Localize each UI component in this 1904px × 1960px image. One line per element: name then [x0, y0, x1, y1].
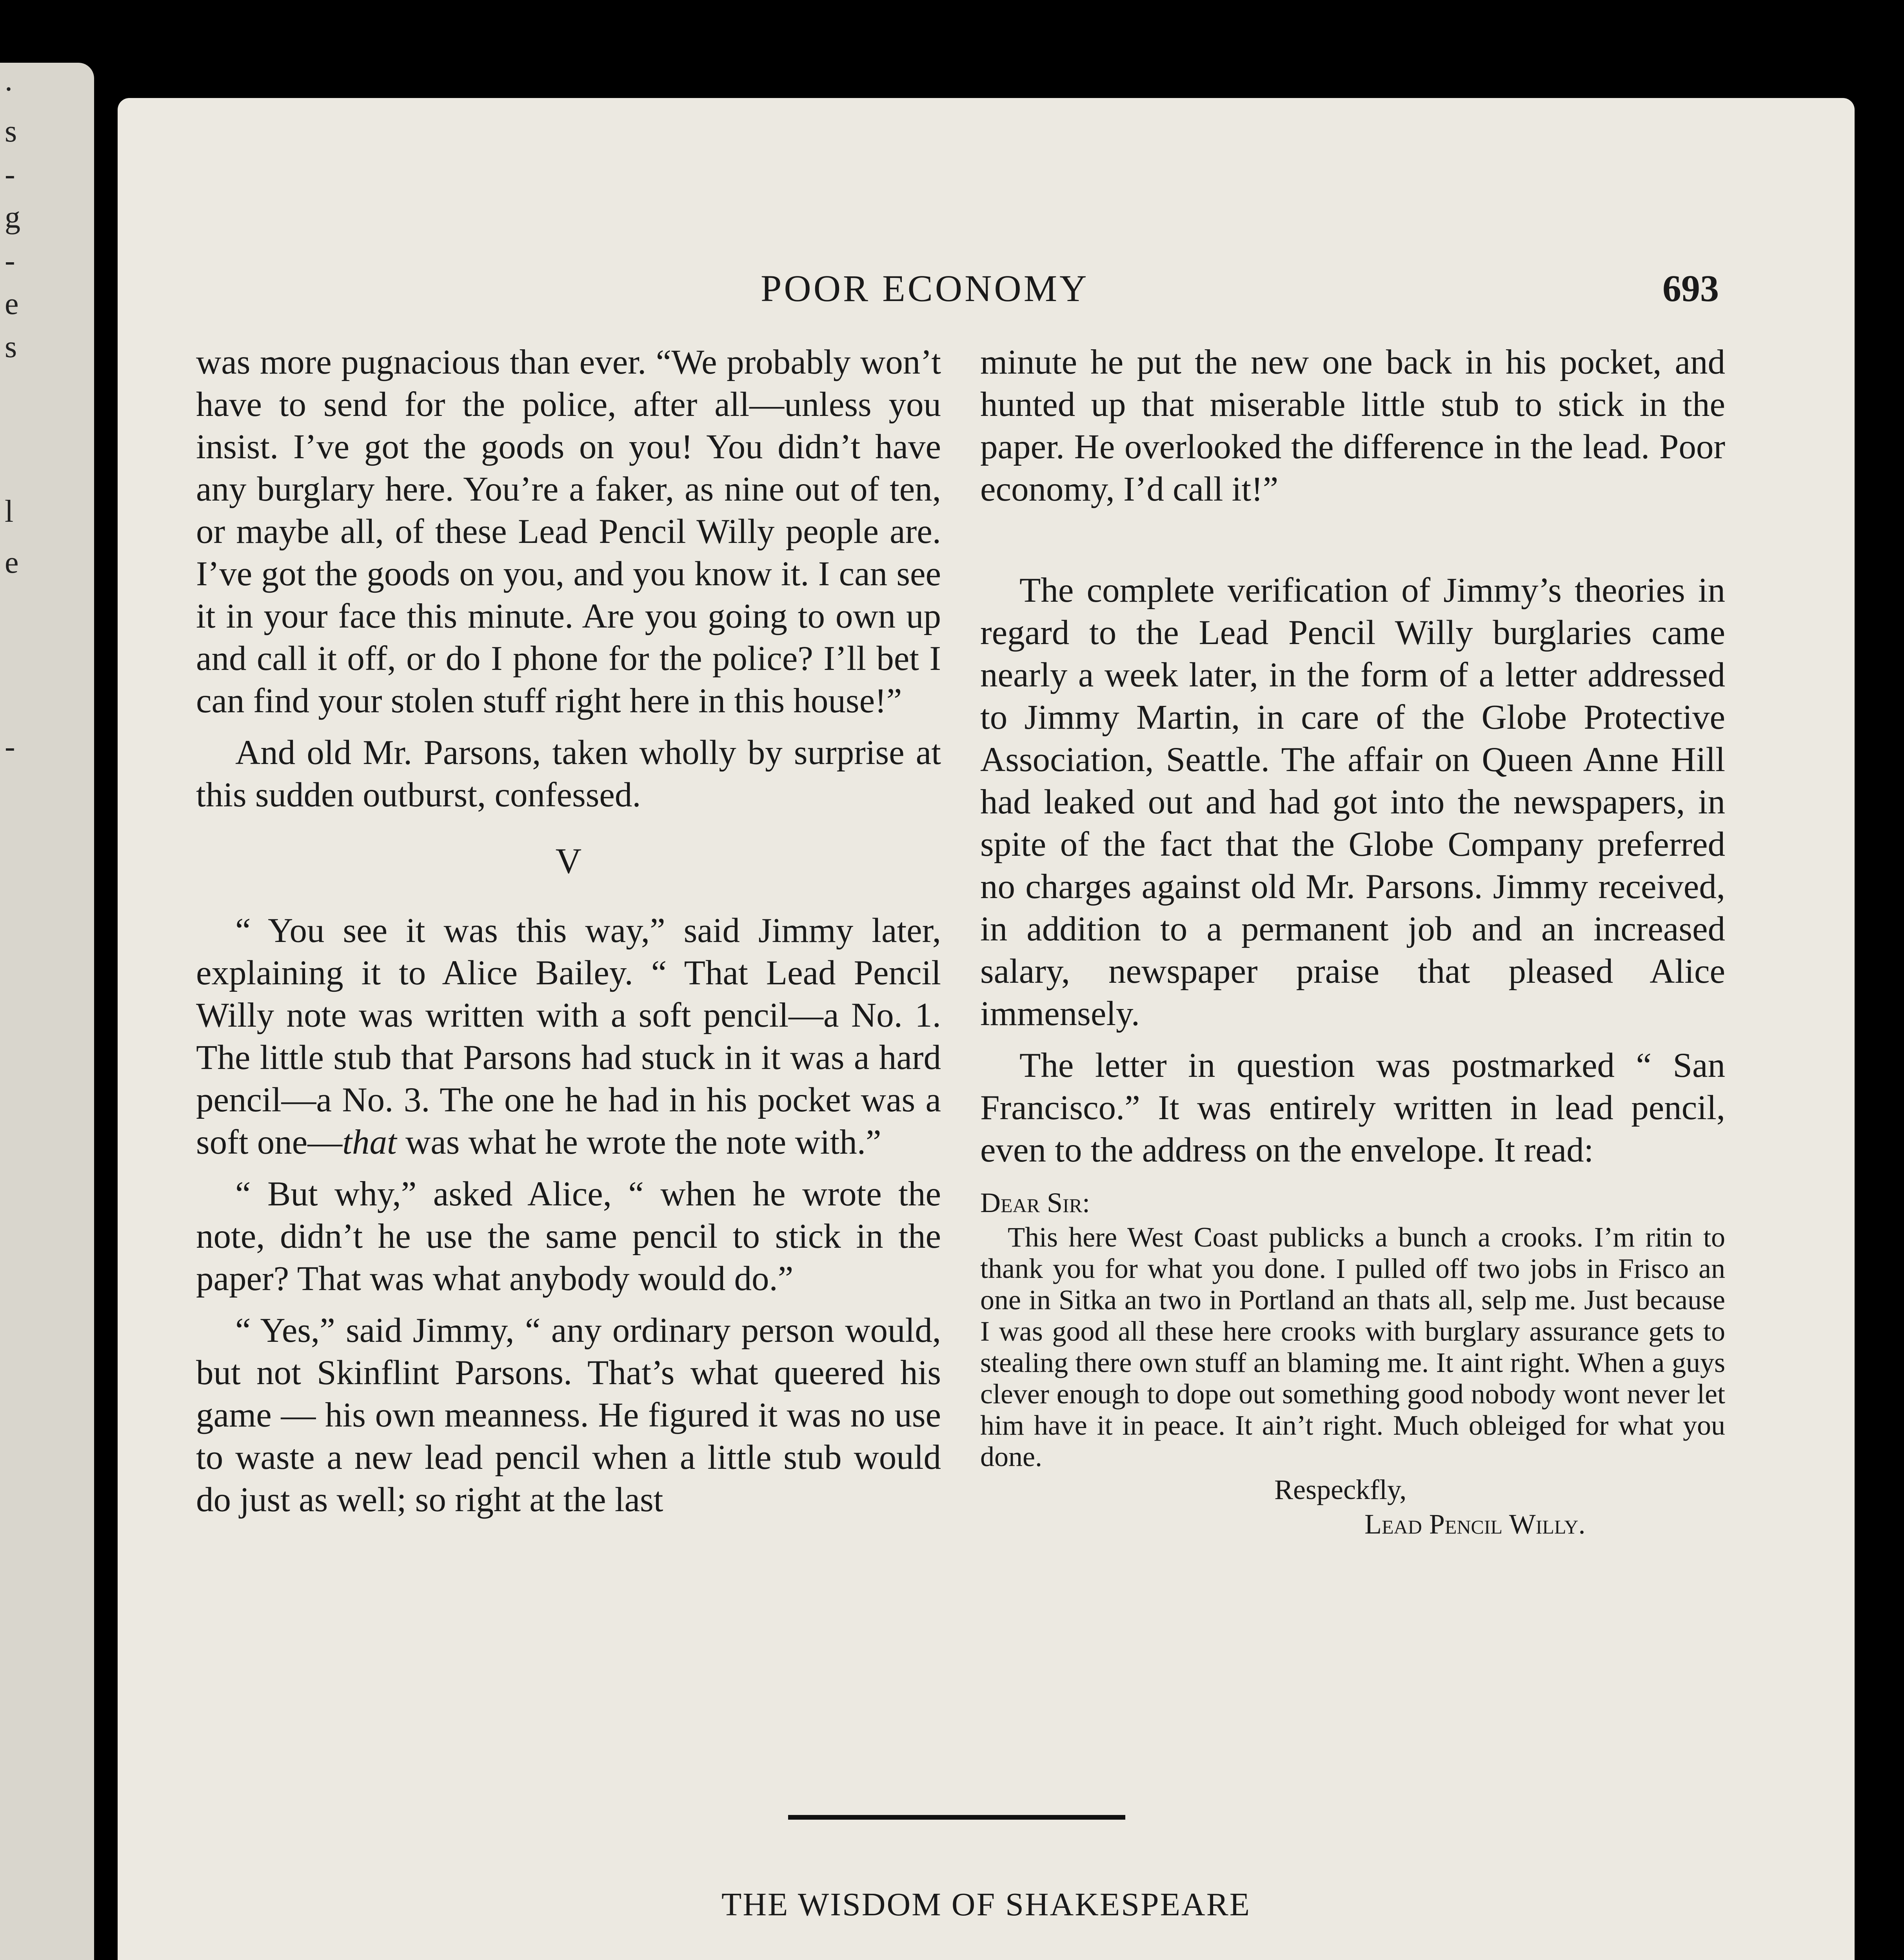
sliver-glyph: -: [5, 730, 15, 764]
left-column: [196, 341, 941, 1530]
sliver-glyph: -: [5, 157, 15, 192]
paragraph: minute he put the new one back in his pocket, and hunted up that miserable little stub to stick in the paper. He overlooked the difference in the lead. Poor economy, I’d call it!”: [980, 343, 1725, 508]
sliver-glyph: e: [5, 545, 19, 580]
paragraph: The letter in question was postmarked “ San Francisco.” It was entirely written in lead pencil, even to the address on the envelope. It read:: [980, 1046, 1725, 1169]
letter-signer: Lead Pencil Willy.: [1364, 1508, 1586, 1540]
sliver-glyph: g: [5, 200, 20, 235]
book-page: [118, 98, 1855, 1960]
sliver-glyph: -: [5, 243, 15, 278]
sliver-glyph: e: [5, 287, 19, 321]
paragraph: “ But why,” asked Alice, “ when he wrote the note, didn’t he use the same pencil to stick in the paper? That was what anybody would do.”: [196, 1175, 941, 1298]
letter-salutation: Dear Sir:: [980, 1187, 1090, 1218]
sliver-glyph: s: [5, 330, 17, 364]
sliver-glyph: .: [5, 63, 13, 98]
paragraph: The complete verification of Jimmy’s theories in regard to the Lead Pencil Willy burglaries came nearly a week later, in the form of a letter addressed to Jimmy Martin, in care of the Globe Protective Association, Seattle. The affair on Queen Anne Hill had leaked out and had got into the newspapers, in spite of the fact that the Globe Company preferred no charges against old Mr. Parsons. Jimmy received, in addition to a permanent job and an increased salary, newspaper praise that pleased Alice immensely.: [980, 571, 1725, 1033]
paragraph: “ You see it was this way,” said Jimmy later, explaining it to Alice Bailey. “ That Lead Pencil Willy note was written with a soft pencil—a No. 1. The little stub that Parsons had stuck in it was a hard pencil—a No. 3. The one he had in his pocket was a soft one—that was what he wrote the note with.”: [196, 911, 941, 1161]
paragraph: And old Mr. Parsons, taken wholly by surprise at this sudden outburst, confessed.: [196, 733, 941, 814]
emphasis: that: [342, 1123, 397, 1161]
sliver-glyph: l: [5, 494, 14, 529]
running-head: POOR ECONOMY: [761, 267, 1089, 309]
adjacent-page-sliver: [0, 63, 94, 1960]
letter: [980, 1187, 1725, 1540]
paragraph: was more pugnacious than ever. “We probably won’t have to send for the police, after all—unless you insist. I’ve got the goods on you! You didn’t have any burglary here. You’re a faker, as nine out of ten, or maybe all, of these Lead Pencil Willy people are. I’ve got the goods on you, and you know it. I can see it in your face this minute. Are you going to own up and call it off, or do I phone for the police? I’ll bet I can find your stolen stuff right here in this house!”: [196, 343, 941, 720]
page-number: 693: [1662, 267, 1719, 309]
section-number: V: [555, 841, 582, 881]
paragraph: “ Yes,” said Jimmy, “ any ordinary person would, but not Skinflint Parsons. That’s what queered his game — his own meanness. He figured it was no use to waste a new lead pencil when a little stub would do just as well; so right at the last: [196, 1311, 941, 1519]
letter-body: This here West Coast publicks a bunch a crooks. I’m ritin to thank you for what you done. I pulled off two jobs in Frisco an one in Sitka an two in Portland an thats all, selp me. Just because I was good all these here crooks with burglary assurance gets to stealing there own stuff an blaming me. It aint right. When a guys clever enough to dope out something good nobody wont never let him have it in peace. It ain’t right. Much obleiged for what you done.: [980, 1221, 1725, 1472]
letter-closing: Respeckfly,: [1274, 1474, 1407, 1505]
right-column: [980, 341, 1725, 1540]
poem-title: THE WISDOM OF SHAKESPEARE: [721, 1886, 1251, 1923]
section-divider: [788, 1815, 1125, 1820]
sliver-glyph: s: [5, 114, 17, 149]
page-header: [118, 267, 1855, 318]
